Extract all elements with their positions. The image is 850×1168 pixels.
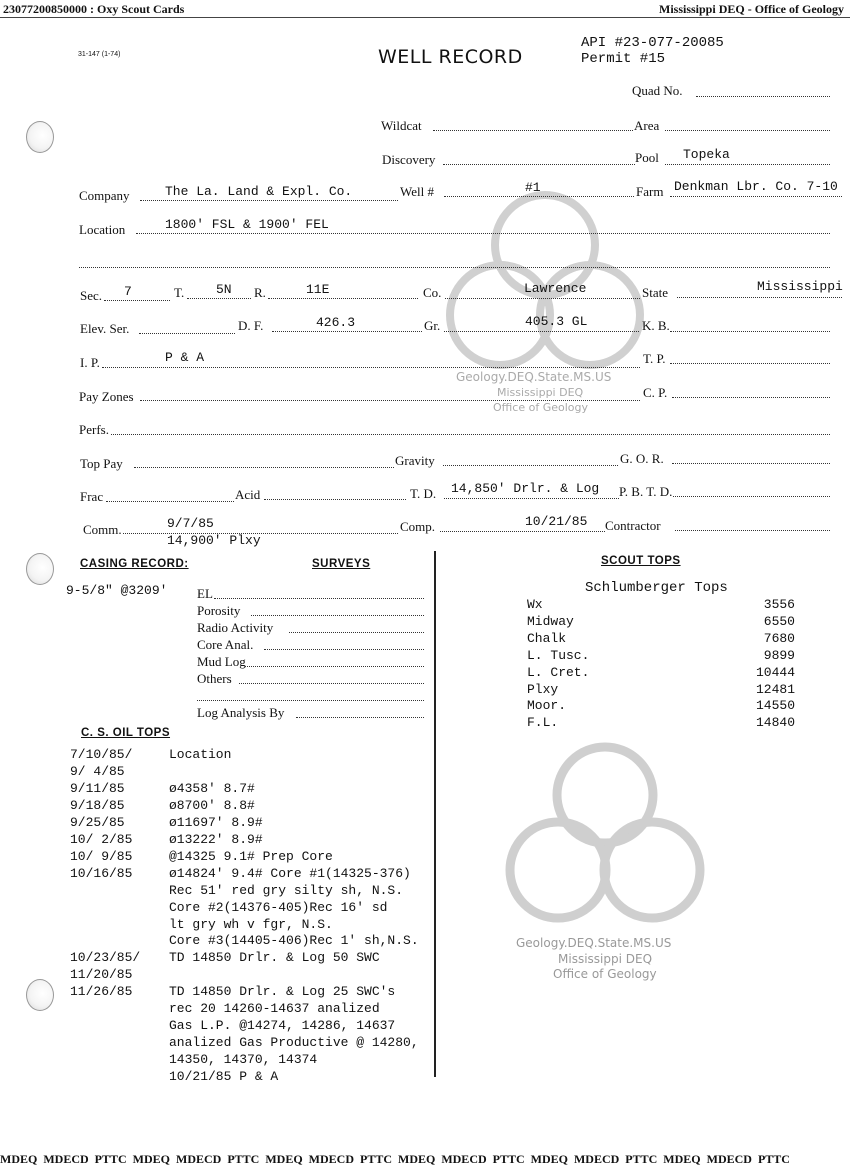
survey-line bbox=[239, 683, 424, 684]
oil-top-date: 10/16/85 bbox=[70, 865, 133, 881]
oil-top-text: 14350, 14370, 14374 bbox=[169, 1052, 318, 1068]
field-line bbox=[272, 331, 422, 332]
scout-top-name: Moor. bbox=[527, 698, 567, 714]
value-r: 11E bbox=[306, 282, 330, 297]
survey-line bbox=[296, 717, 425, 718]
field-line bbox=[670, 363, 830, 364]
label-quad: Quad No. bbox=[632, 83, 683, 98]
oil-top-date: 9/11/85 bbox=[70, 780, 125, 796]
survey-line bbox=[251, 615, 424, 616]
column-divider bbox=[434, 551, 436, 1077]
value-gr: 405.3 GL bbox=[525, 314, 588, 329]
scout-top-depth: 14840 bbox=[755, 715, 795, 731]
oil-top-date: 10/ 2/85 bbox=[70, 831, 133, 847]
value-sec: 7 bbox=[124, 284, 132, 299]
label-r: R. bbox=[254, 285, 266, 300]
oil-top-text: Gas L.P. @14274, 14286, 14637 bbox=[169, 1018, 396, 1034]
label-comp: Comp. bbox=[400, 519, 436, 534]
field-line bbox=[673, 496, 830, 497]
watermark-text-2: Mississippi DEQ bbox=[497, 386, 584, 399]
oil-top-date: 9/ 4/85 bbox=[70, 763, 125, 779]
label-elev: Elev. Ser. bbox=[80, 321, 130, 336]
oil-top-date: 9/25/85 bbox=[70, 814, 125, 830]
value-pool: Topeka bbox=[683, 147, 730, 162]
value-farm: Denkman Lbr. Co. 7-10 bbox=[674, 179, 838, 194]
label-frac: Frac bbox=[80, 489, 104, 504]
label-gr: Gr. bbox=[424, 318, 441, 333]
watermark-text-5: Mississippi DEQ bbox=[558, 952, 653, 966]
value-td: 14,850' Drlr. & Log bbox=[451, 481, 600, 496]
value-state: Mississippi bbox=[757, 279, 843, 294]
form-number: 31-147 (1-74) bbox=[78, 51, 121, 58]
scout-top-depth: 12481 bbox=[755, 681, 795, 697]
label-cp: C. P. bbox=[643, 385, 668, 400]
field-line bbox=[443, 465, 618, 466]
label-t: T. bbox=[174, 285, 185, 300]
scout-top-name: F.L. bbox=[527, 715, 559, 731]
field-line bbox=[677, 297, 842, 298]
value-comm: 9/7/85 bbox=[167, 516, 214, 531]
value-comm-2: 14,900' Plxy bbox=[167, 533, 261, 548]
scout-top-depth: 10444 bbox=[755, 664, 795, 680]
oil-top-text: Location bbox=[169, 747, 232, 762]
casing-heading: CASING RECORD: bbox=[80, 558, 189, 570]
survey-label: Core Anal. bbox=[197, 637, 254, 652]
value-df: 426.3 bbox=[316, 315, 356, 330]
field-line bbox=[140, 200, 398, 201]
field-line bbox=[440, 531, 605, 532]
label-ip: I. P. bbox=[80, 355, 100, 370]
value-well: #1 bbox=[525, 180, 541, 195]
watermark-text-3: Office of Geology bbox=[493, 401, 589, 414]
value-co: Lawrence bbox=[524, 281, 587, 296]
value-t: 5N bbox=[216, 282, 232, 297]
oil-top-date: 11/26/85 bbox=[70, 984, 133, 1000]
value-company: The La. Land & Expl. Co. bbox=[165, 184, 353, 199]
oil-top-text: Core #3(14405-406)Rec 1' sh,N.S. bbox=[169, 933, 419, 949]
field-line bbox=[134, 467, 394, 468]
oil-top-text: rec 20 14260-14637 analized bbox=[169, 1001, 380, 1017]
field-line bbox=[696, 96, 830, 97]
field-line bbox=[665, 130, 830, 131]
scout-top-depth: 9899 bbox=[763, 647, 795, 663]
label-state: State bbox=[642, 285, 668, 300]
survey-label: Others bbox=[197, 671, 232, 686]
label-perfs: Perfs. bbox=[79, 422, 109, 437]
field-line bbox=[670, 196, 842, 197]
field-line bbox=[672, 463, 830, 464]
label-company: Company bbox=[79, 188, 130, 203]
watermark-text-4: Geology.DEQ.State.MS.US bbox=[516, 936, 672, 950]
watermark-text-1: Geology.DEQ.State.MS.US bbox=[456, 370, 612, 384]
label-pool: Pool bbox=[635, 150, 659, 165]
survey-line bbox=[245, 666, 424, 667]
survey-label: Mud Log bbox=[197, 654, 246, 669]
value-ip: P & A bbox=[165, 350, 205, 365]
scout-top-name: L. Cret. bbox=[527, 664, 590, 680]
label-acid: Acid bbox=[235, 487, 261, 502]
label-sec: Sec. bbox=[80, 288, 103, 303]
scout-tops-subheading: Schlumberger Tops bbox=[585, 580, 728, 596]
field-line bbox=[102, 367, 640, 368]
oil-top-text: TD 14850 Drlr. & Log 25 SWC's bbox=[169, 984, 396, 1000]
label-top-pay: Top Pay bbox=[80, 456, 123, 471]
field-line bbox=[433, 130, 633, 131]
field-line bbox=[443, 164, 635, 165]
survey-label: Porosity bbox=[197, 603, 241, 618]
api-number: API #23-077-20085 bbox=[581, 35, 724, 51]
scout-top-depth: 14550 bbox=[755, 698, 795, 714]
watermark-text-6: Office of Geology bbox=[553, 967, 657, 981]
oil-top-text: Rec 51' red gry silty sh, N.S. bbox=[169, 882, 404, 898]
survey-line bbox=[289, 632, 424, 633]
value-location: 1800' FSL & 1900' FEL bbox=[165, 217, 329, 232]
label-area: Area bbox=[634, 118, 660, 133]
field-line bbox=[106, 501, 234, 502]
scout-tops-heading: SCOUT TOPS bbox=[601, 555, 681, 567]
field-line bbox=[672, 397, 830, 398]
oil-tops-heading: C. S. OIL TOPS bbox=[81, 727, 171, 739]
scout-top-name: Midway bbox=[527, 613, 574, 629]
survey-label: Radio Activity bbox=[197, 620, 274, 635]
survey-line bbox=[264, 649, 424, 650]
oil-top-text: @14325 9.1# Prep Core bbox=[169, 848, 333, 864]
oil-top-text: analized Gas Productive @ 14280, bbox=[169, 1035, 419, 1051]
field-line bbox=[139, 333, 235, 334]
scout-top-name: Chalk bbox=[527, 630, 567, 646]
oil-top-date: 9/18/85 bbox=[70, 797, 125, 813]
field-line bbox=[187, 298, 251, 299]
oil-top-text: ø14824' 9.4# Core #1(14325-376) bbox=[169, 865, 411, 881]
label-gor: G. O. R. bbox=[620, 451, 664, 466]
header-right: Mississippi DEQ - Office of Geology bbox=[659, 2, 844, 16]
field-line bbox=[675, 530, 830, 531]
scout-top-name: Plxy bbox=[527, 681, 559, 697]
label-wildcat: Wildcat bbox=[381, 118, 422, 133]
field-line bbox=[670, 331, 830, 332]
label-contractor: Contractor bbox=[605, 518, 661, 533]
oil-top-date: 10/23/85/ bbox=[70, 950, 141, 966]
scout-top-depth: 3556 bbox=[763, 597, 795, 612]
field-line bbox=[665, 164, 830, 165]
survey-label: Log Analysis By bbox=[197, 705, 285, 720]
label-df: D. F. bbox=[238, 318, 264, 333]
oil-top-text: Core #2(14376-405)Rec 16' sd bbox=[169, 899, 388, 915]
label-farm: Farm bbox=[636, 184, 664, 199]
survey-label: EL bbox=[197, 586, 213, 601]
label-pbtd: P. B. T. D. bbox=[619, 484, 673, 499]
field-line bbox=[79, 267, 830, 268]
casing-value: 9-5/8" @3209' bbox=[66, 583, 168, 598]
oil-top-date: 11/20/85 bbox=[70, 967, 133, 983]
field-line bbox=[136, 233, 830, 234]
header-divider bbox=[0, 17, 850, 18]
scout-top-name: L. Tusc. bbox=[527, 647, 590, 663]
oil-top-text: ø8700' 8.8# bbox=[169, 797, 255, 813]
label-comm: Comm. bbox=[83, 522, 122, 537]
survey-line bbox=[214, 598, 424, 599]
oil-top-text: ø4358' 8.7# bbox=[169, 780, 255, 796]
oil-top-date: 10/ 9/85 bbox=[70, 848, 133, 864]
oil-top-text: ø11697' 8.9# bbox=[169, 814, 263, 830]
oil-top-text: 10/21/85 P & A bbox=[169, 1069, 279, 1085]
field-line bbox=[444, 196, 634, 197]
scout-top-depth: 6550 bbox=[763, 613, 795, 629]
field-line bbox=[444, 331, 639, 332]
punch-hole bbox=[26, 979, 54, 1011]
value-comp: 10/21/85 bbox=[525, 514, 588, 529]
label-discovery: Discovery bbox=[382, 152, 436, 167]
label-tp: T. P. bbox=[643, 351, 666, 366]
oil-top-text: lt gry wh v fgr, N.S. bbox=[169, 916, 333, 932]
label-co: Co. bbox=[423, 285, 442, 300]
page-title: WELL RECORD bbox=[378, 46, 523, 68]
watermark-logo-2 bbox=[500, 740, 710, 940]
header-left: 23077200850000 : Oxy Scout Cards bbox=[3, 2, 185, 16]
label-kb: K. B. bbox=[642, 318, 670, 333]
field-line bbox=[268, 298, 418, 299]
permit-number: Permit #15 bbox=[581, 51, 666, 67]
surveys-heading: SURVEYS bbox=[312, 558, 371, 570]
oil-top-date: 7/10/85/ bbox=[70, 747, 133, 762]
scout-top-name: Wx bbox=[527, 597, 543, 612]
survey-line bbox=[197, 700, 424, 701]
label-pay-zones: Pay Zones bbox=[79, 389, 134, 404]
field-line bbox=[444, 498, 619, 499]
label-location: Location bbox=[79, 222, 126, 237]
field-line bbox=[104, 300, 170, 301]
punch-hole bbox=[26, 553, 54, 585]
label-well: Well # bbox=[400, 184, 434, 199]
field-line bbox=[445, 298, 640, 299]
field-line bbox=[140, 400, 640, 401]
label-gravity: Gravity bbox=[395, 453, 435, 468]
punch-hole bbox=[26, 121, 54, 153]
oil-top-text: ø13222' 8.9# bbox=[169, 831, 263, 847]
footer-banner: MDEQ MDECD PTTC MDEQ MDECD PTTC MDEQ MDECD PTTC MDEQ MDECD PTTC MDEQ MDECD PTTC MDEQ MDECD PTTC bbox=[0, 1152, 790, 1166]
field-line bbox=[111, 434, 830, 435]
label-td: T. D. bbox=[410, 486, 437, 501]
field-line bbox=[264, 499, 406, 500]
scout-top-depth: 7680 bbox=[763, 630, 795, 646]
oil-top-text: TD 14850 Drlr. & Log 50 SWC bbox=[169, 950, 380, 966]
